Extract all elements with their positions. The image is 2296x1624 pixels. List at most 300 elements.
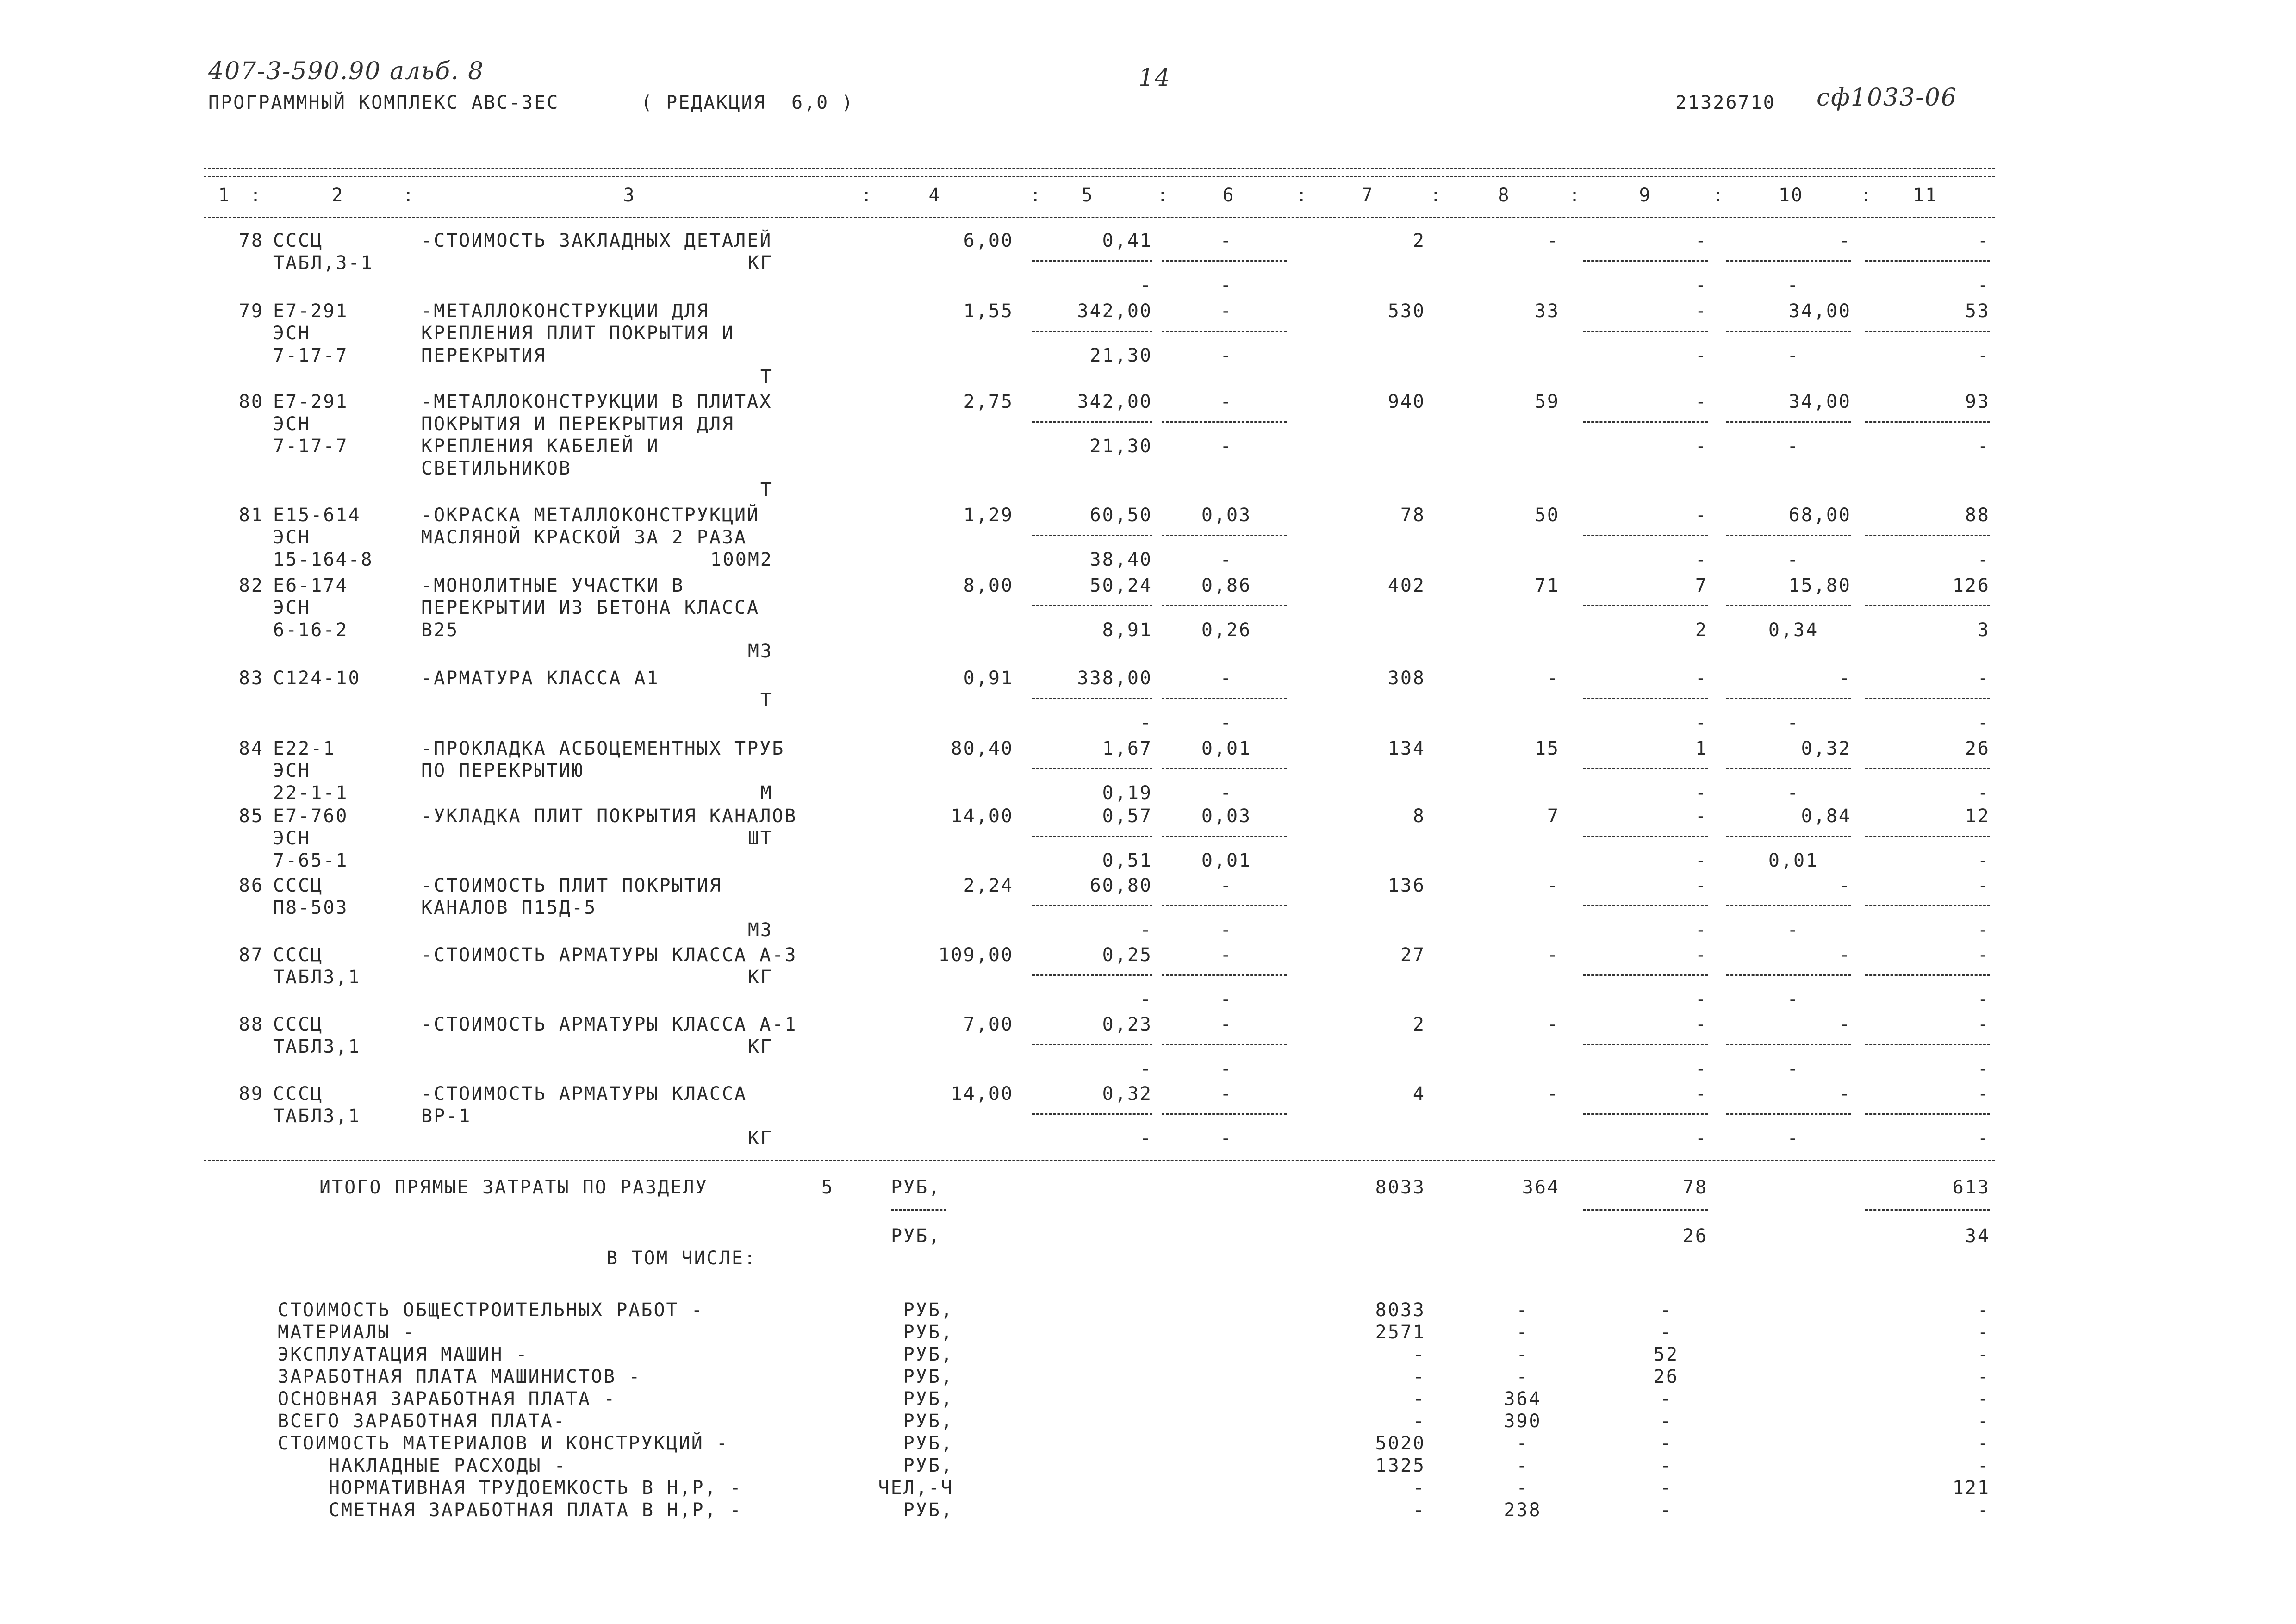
row-col7: 4 <box>1412 1083 1425 1105</box>
row-col5: 0,25 <box>1102 944 1152 966</box>
row-number: 82 <box>238 575 264 596</box>
row-col10-underline <box>1726 698 1851 699</box>
row-col10-sub: - <box>1787 345 1800 366</box>
row-col11-sub: - <box>1977 782 1990 804</box>
breakdown-label: НАКЛАДНЫЕ РАСХОДЫ - <box>329 1455 567 1476</box>
row-col5-underline <box>1032 768 1152 769</box>
breakdown-col8: 238 <box>1504 1499 1542 1521</box>
column-header-4: 4 <box>928 185 941 206</box>
row-col9: 1 <box>1695 738 1708 759</box>
row-col9-underline <box>1583 905 1708 906</box>
breakdown-label: СМЕТНАЯ ЗАРАБОТНАЯ ПЛАТА В Н,Р, - <box>329 1499 742 1521</box>
row-description: -СТОИМОСТЬ АРМАТУРЫ КЛАССА <box>421 1083 747 1105</box>
row-col10-underline <box>1726 535 1851 536</box>
row-col8: 59 <box>1534 391 1560 412</box>
row-col9: - <box>1695 1083 1708 1105</box>
row-col11: - <box>1977 1083 1990 1105</box>
row-col5-sub: - <box>1139 1058 1152 1080</box>
breakdown-unit: РУБ, <box>903 1299 953 1321</box>
row-col9-underline <box>1583 1113 1708 1115</box>
row-col6: - <box>1220 944 1233 966</box>
breakdown-col9: - <box>1660 1411 1673 1432</box>
row-code: ЭСН <box>273 828 311 849</box>
row-col5-underline <box>1032 905 1152 906</box>
row-col5-sub: 21,30 <box>1089 345 1152 366</box>
row-col9-sub: - <box>1695 1058 1708 1080</box>
breakdown-col9: - <box>1660 1322 1673 1343</box>
breakdown-col7: - <box>1412 1366 1425 1387</box>
row-col4: 7,00 <box>963 1014 1014 1035</box>
row-col6-underline <box>1162 836 1287 837</box>
row-unit: КГ <box>747 1036 773 1057</box>
row-code: 15-164-8 <box>273 549 373 570</box>
row-col9-sub: 2 <box>1695 619 1708 641</box>
column-separator: : <box>1860 185 1873 206</box>
row-col7: 308 <box>1388 668 1425 689</box>
row-col6: 0,03 <box>1201 505 1252 526</box>
row-col9: - <box>1695 668 1708 689</box>
row-col5-sub: - <box>1139 919 1152 941</box>
breakdown-col11: 121 <box>1952 1477 1990 1499</box>
row-col11: - <box>1977 875 1990 896</box>
row-code: СССЦ <box>273 944 324 966</box>
row-col11: 88 <box>1965 505 1990 526</box>
row-col6: - <box>1220 1083 1233 1105</box>
row-col4: 109,00 <box>938 944 1014 966</box>
row-col6-sub: - <box>1220 436 1233 457</box>
row-col7: 2 <box>1412 230 1425 251</box>
row-code: ЭСН <box>273 323 311 344</box>
breakdown-col8: - <box>1516 1455 1529 1476</box>
row-col11-sub: - <box>1977 345 1990 366</box>
row-unit: Т <box>760 690 773 711</box>
totals-col9-underline <box>1583 1209 1708 1211</box>
breakdown-unit: РУБ, <box>903 1388 953 1410</box>
row-col7: 136 <box>1388 875 1425 896</box>
breakdown-unit: РУБ, <box>903 1322 953 1343</box>
row-col10-underline <box>1726 1044 1851 1045</box>
row-code: СССЦ <box>273 875 324 896</box>
row-col6-sub: 0,01 <box>1201 850 1252 871</box>
row-col11-underline <box>1865 260 1990 262</box>
column-header-7: 7 <box>1361 185 1374 206</box>
row-col7: 8 <box>1412 806 1425 827</box>
row-code: 7-65-1 <box>273 850 348 871</box>
row-code: СССЦ <box>273 1014 324 1035</box>
totals-col8: 364 <box>1522 1177 1560 1198</box>
column-header-10: 10 <box>1778 185 1804 206</box>
row-number: 87 <box>238 944 264 966</box>
breakdown-col11: - <box>1977 1322 1990 1343</box>
row-col10-sub: 0,34 <box>1768 619 1819 641</box>
row-col11-underline <box>1865 331 1990 332</box>
breakdown-col9: - <box>1660 1433 1673 1454</box>
row-col10: 15,80 <box>1788 575 1851 596</box>
row-col4: 6,00 <box>963 230 1014 251</box>
row-col11-underline <box>1865 974 1990 976</box>
row-col6-underline <box>1162 768 1287 769</box>
row-col4: 1,29 <box>963 505 1014 526</box>
row-col10: - <box>1838 230 1851 251</box>
row-number: 83 <box>238 668 264 689</box>
breakdown-col8: - <box>1516 1344 1529 1365</box>
row-col9: - <box>1695 505 1708 526</box>
row-col11: 93 <box>1965 391 1990 412</box>
row-unit: ШТ <box>747 828 773 849</box>
breakdown-col11: - <box>1977 1411 1990 1432</box>
breakdown-col7: 8033 <box>1375 1299 1425 1321</box>
row-col10-sub: 0,01 <box>1768 850 1819 871</box>
totals-section: 5 <box>821 1177 834 1198</box>
row-col5: 1,67 <box>1102 738 1152 759</box>
row-col11-underline <box>1865 1044 1990 1045</box>
column-separator: : <box>1157 185 1170 206</box>
row-unit: Т <box>760 479 773 500</box>
edition-label: ( РЕДАКЦИЯ 6,0 ) <box>641 92 854 113</box>
column-separator: : <box>1569 185 1582 206</box>
breakdown-col7: - <box>1412 1388 1425 1410</box>
row-col10-sub: - <box>1787 1128 1800 1149</box>
breakdown-unit: РУБ, <box>903 1366 953 1387</box>
row-number: 86 <box>238 875 264 896</box>
totals-col11-underline <box>1865 1209 1990 1211</box>
row-col5-underline <box>1032 421 1152 423</box>
breakdown-unit: РУБ, <box>903 1499 953 1521</box>
totals-rule <box>204 1160 1995 1161</box>
row-col10-underline <box>1726 331 1851 332</box>
row-code: 7-17-7 <box>273 345 348 366</box>
row-col5: 342,00 <box>1077 300 1152 322</box>
breakdown-label: ВСЕГО ЗАРАБОТНАЯ ПЛАТА- <box>278 1411 566 1432</box>
row-description: СВЕТИЛЬНИКОВ <box>421 458 572 479</box>
row-col5-underline <box>1032 974 1152 976</box>
row-col11-underline <box>1865 535 1990 536</box>
row-col7: 402 <box>1388 575 1425 596</box>
totals-col11-b: 34 <box>1965 1225 1990 1247</box>
column-separator: : <box>403 185 416 206</box>
column-header-8: 8 <box>1498 185 1511 206</box>
totals-label: ИТОГО ПРЯМЫЕ ЗАТРАТЫ ПО РАЗДЕЛУ <box>319 1177 708 1198</box>
row-col11: - <box>1977 668 1990 689</box>
column-header-2: 2 <box>331 185 344 206</box>
row-col10: - <box>1838 944 1851 966</box>
row-col11-underline <box>1865 836 1990 837</box>
totals-col11: 613 <box>1952 1177 1990 1198</box>
row-description: -СТОИМОСТЬ ПЛИТ ПОКРЫТИЯ <box>421 875 722 896</box>
totals-col7: 8033 <box>1375 1177 1425 1198</box>
column-header-5: 5 <box>1081 185 1094 206</box>
row-col4: 14,00 <box>951 1083 1014 1105</box>
row-col11: 126 <box>1952 575 1990 596</box>
row-col6-underline <box>1162 698 1287 699</box>
row-col6-underline <box>1162 331 1287 332</box>
row-description: -МЕТАЛЛОКОНСТРУКЦИИ ДЛЯ <box>421 300 709 322</box>
row-col4: 2,75 <box>963 391 1014 412</box>
row-description: -МОНОЛИТНЫЕ УЧАСТКИ В <box>421 575 684 596</box>
breakdown-col9: - <box>1660 1388 1673 1410</box>
row-col8: - <box>1547 668 1560 689</box>
row-col9-underline <box>1583 331 1708 332</box>
breakdown-label: ЭКСПЛУАТАЦИЯ МАШИН - <box>278 1344 529 1365</box>
breakdown-col7: 1325 <box>1375 1455 1425 1476</box>
row-col9-sub: - <box>1695 989 1708 1010</box>
row-col11: - <box>1977 944 1990 966</box>
row-code: С124-10 <box>273 668 361 689</box>
totals-currency-2: РУБ, <box>891 1225 941 1247</box>
breakdown-col8: 364 <box>1504 1388 1542 1410</box>
breakdown-col9: - <box>1660 1477 1673 1499</box>
row-col9-underline <box>1583 260 1708 262</box>
row-col8: - <box>1547 230 1560 251</box>
row-col6-sub: - <box>1220 275 1233 296</box>
row-col9-underline <box>1583 1044 1708 1045</box>
row-number: 78 <box>238 230 264 251</box>
row-col11-sub: - <box>1977 850 1990 871</box>
breakdown-label: СТОИМОСТЬ ОБЩЕСТРОИТЕЛЬНЫХ РАБОТ - <box>278 1299 704 1321</box>
row-code: Е7-760 <box>273 806 348 827</box>
row-col9-underline <box>1583 535 1708 536</box>
breakdown-col11: - <box>1977 1499 1990 1521</box>
breakdown-label: ЗАРАБОТНАЯ ПЛАТА МАШИНИСТОВ - <box>278 1366 641 1387</box>
breakdown-col7: - <box>1412 1344 1425 1365</box>
breakdown-col9: 26 <box>1653 1366 1679 1387</box>
row-col7: 2 <box>1412 1014 1425 1035</box>
breakdown-label: ОСНОВНАЯ ЗАРАБОТНАЯ ПЛАТА - <box>278 1388 616 1410</box>
row-col10: 0,84 <box>1801 806 1851 827</box>
row-description: -МЕТАЛЛОКОНСТРУКЦИИ В ПЛИТАХ <box>421 391 772 412</box>
row-code: Е15-614 <box>273 505 361 526</box>
row-col5-underline <box>1032 605 1152 606</box>
row-code: Е7-291 <box>273 300 348 322</box>
row-col11: 53 <box>1965 300 1990 322</box>
row-col9-sub: - <box>1695 782 1708 804</box>
row-col7: 530 <box>1388 300 1425 322</box>
page-number: 14 <box>1139 64 1171 92</box>
breakdown-label: СТОИМОСТЬ МАТЕРИАЛОВ И КОНСТРУКЦИЙ - <box>278 1433 729 1454</box>
row-col8: 71 <box>1534 575 1560 596</box>
row-col6-underline <box>1162 535 1287 536</box>
row-col9-underline <box>1583 836 1708 837</box>
row-code: ЭСН <box>273 527 311 548</box>
row-col6-underline <box>1162 421 1287 423</box>
row-col9-sub: - <box>1695 1128 1708 1149</box>
row-col10: - <box>1838 1083 1851 1105</box>
row-col10: 34,00 <box>1788 391 1851 412</box>
row-code: СССЦ <box>273 1083 324 1105</box>
row-col4: 2,24 <box>963 875 1014 896</box>
row-code: ЭСН <box>273 760 311 781</box>
row-col9-sub: - <box>1695 712 1708 733</box>
row-col5-sub: - <box>1139 275 1152 296</box>
row-col11-sub: - <box>1977 436 1990 457</box>
row-col6-underline <box>1162 905 1287 906</box>
breakdown-col11: - <box>1977 1366 1990 1387</box>
table-top-rule-2 <box>204 176 1995 177</box>
row-description: В25 <box>421 619 459 641</box>
column-header-3: 3 <box>623 185 636 206</box>
row-description: -АРМАТУРА КЛАССА А1 <box>421 668 660 689</box>
row-number: 88 <box>238 1014 264 1035</box>
row-col10: - <box>1838 875 1851 896</box>
breakdown-col7: 5020 <box>1375 1433 1425 1454</box>
row-number: 85 <box>238 806 264 827</box>
row-number: 89 <box>238 1083 264 1105</box>
row-code: ТАБЛ3,1 <box>273 1036 361 1057</box>
row-col6-sub: - <box>1220 989 1233 1010</box>
row-col5-underline <box>1032 331 1152 332</box>
row-col10-sub: - <box>1787 436 1800 457</box>
row-col9-underline <box>1583 974 1708 976</box>
row-col9: - <box>1695 391 1708 412</box>
row-unit: 100М2 <box>710 549 773 570</box>
row-col10-sub: - <box>1787 712 1800 733</box>
breakdown-col9: - <box>1660 1299 1673 1321</box>
row-col9-sub: - <box>1695 436 1708 457</box>
row-description: КАНАЛОВ П15Д-5 <box>421 897 597 918</box>
breakdown-unit: РУБ, <box>903 1433 953 1454</box>
totals-currency-underline <box>891 1209 946 1211</box>
row-col9: - <box>1695 944 1708 966</box>
column-separator: : <box>1430 185 1443 206</box>
row-col5-underline <box>1032 836 1152 837</box>
row-col6-underline <box>1162 605 1287 606</box>
row-col11: - <box>1977 1014 1990 1035</box>
row-unit: М <box>760 782 773 804</box>
row-col10-sub: - <box>1787 1058 1800 1080</box>
row-description: ПЕРЕКРЫТИЯ <box>421 345 547 366</box>
row-code: СССЦ <box>273 230 324 251</box>
row-col9: - <box>1695 300 1708 322</box>
row-col10-underline <box>1726 974 1851 976</box>
handwritten-reference: сф1033-06 <box>1817 84 1957 112</box>
row-col10-underline <box>1726 260 1851 262</box>
row-code: ТАБЛ,3-1 <box>273 252 373 274</box>
row-code: 22-1-1 <box>273 782 348 804</box>
row-col4: 14,00 <box>951 806 1014 827</box>
row-col6: - <box>1220 300 1233 322</box>
breakdown-col7: - <box>1412 1411 1425 1432</box>
row-col6: - <box>1220 391 1233 412</box>
breakdown-unit: РУБ, <box>903 1455 953 1476</box>
row-col11-sub: 3 <box>1977 619 1990 641</box>
row-col11-underline <box>1865 698 1990 699</box>
row-code: 7-17-7 <box>273 436 348 457</box>
row-col6: - <box>1220 1014 1233 1035</box>
row-col10-underline <box>1726 836 1851 837</box>
row-col10-sub: - <box>1787 275 1800 296</box>
row-col9: - <box>1695 806 1708 827</box>
row-description: ПО ПЕРЕКРЫТИЮ <box>421 760 585 781</box>
row-number: 79 <box>238 300 264 322</box>
row-col10-underline <box>1726 905 1851 906</box>
row-code: Е22-1 <box>273 738 336 759</box>
row-code: ТАБЛ3,1 <box>273 1106 361 1127</box>
row-description: -УКЛАДКА ПЛИТ ПОКРЫТИЯ КАНАЛОВ <box>421 806 797 827</box>
row-col9-sub: - <box>1695 850 1708 871</box>
row-description: МАСЛЯНОЙ КРАСКОЙ ЗА 2 РАЗА <box>421 527 747 548</box>
row-col11-sub: - <box>1977 1058 1990 1080</box>
column-header-11: 11 <box>1912 185 1938 206</box>
row-col9-underline <box>1583 698 1708 699</box>
row-col10: - <box>1838 668 1851 689</box>
row-col9-underline <box>1583 421 1708 423</box>
row-col6: 0,03 <box>1201 806 1252 827</box>
row-col6-sub: 0,26 <box>1201 619 1252 641</box>
column-header-1: 1 <box>218 185 231 206</box>
row-col8: 33 <box>1534 300 1560 322</box>
breakdown-col9: 52 <box>1653 1344 1679 1365</box>
row-col8: - <box>1547 875 1560 896</box>
row-col6-underline <box>1162 1113 1287 1115</box>
column-header-6: 6 <box>1222 185 1235 206</box>
including-label: В ТОМ ЧИСЛЕ: <box>606 1248 757 1269</box>
row-col7: 134 <box>1388 738 1425 759</box>
row-col9: 7 <box>1695 575 1708 596</box>
row-col6-sub: - <box>1220 1058 1233 1080</box>
row-col6-underline <box>1162 260 1287 262</box>
row-col5: 0,57 <box>1102 806 1152 827</box>
column-separator: : <box>1030 185 1043 206</box>
row-col10-sub: - <box>1787 989 1800 1010</box>
row-col9-sub: - <box>1695 919 1708 941</box>
row-col11: 12 <box>1965 806 1990 827</box>
row-col5: 342,00 <box>1077 391 1152 412</box>
column-header-rule <box>204 217 1995 218</box>
row-col6-sub: - <box>1220 712 1233 733</box>
row-col9-sub: - <box>1695 345 1708 366</box>
row-col11-underline <box>1865 1113 1990 1115</box>
row-col10: 68,00 <box>1788 505 1851 526</box>
row-col6: - <box>1220 668 1233 689</box>
row-col5-sub: - <box>1139 989 1152 1010</box>
row-description: ВР-1 <box>421 1106 472 1127</box>
breakdown-col8: - <box>1516 1477 1529 1499</box>
breakdown-col7: - <box>1412 1477 1425 1499</box>
row-col5-sub: - <box>1139 1128 1152 1149</box>
row-number: 81 <box>238 505 264 526</box>
row-col8: 15 <box>1534 738 1560 759</box>
row-col11: 26 <box>1965 738 1990 759</box>
row-col5-underline <box>1032 698 1152 699</box>
row-col9: - <box>1695 1014 1708 1035</box>
totals-col9: 78 <box>1682 1177 1708 1198</box>
row-code: ЭСН <box>273 597 311 618</box>
row-col10-underline <box>1726 768 1851 769</box>
row-description: -ПРОКЛАДКА АСБОЦЕМЕНТНЫХ ТРУБ <box>421 738 785 759</box>
row-col11-sub: - <box>1977 989 1990 1010</box>
row-col6: 0,01 <box>1201 738 1252 759</box>
row-col7: 78 <box>1400 505 1425 526</box>
row-number: 84 <box>238 738 264 759</box>
program-title: ПРОГРАММНЫЙ КОМПЛЕКС АВС-ЗЕС <box>208 92 560 113</box>
row-col6-sub: - <box>1220 782 1233 804</box>
row-col8: 7 <box>1547 806 1560 827</box>
row-description: -ОКРАСКА МЕТАЛЛОКОНСТРУКЦИЙ <box>421 505 760 526</box>
row-col5-sub: 0,51 <box>1102 850 1152 871</box>
row-col10-sub: - <box>1787 919 1800 941</box>
row-col5-underline <box>1032 535 1152 536</box>
breakdown-label: МАТЕРИАЛЫ - <box>278 1322 416 1343</box>
row-description: КРЕПЛЕНИЯ ПЛИТ ПОКРЫТИЯ И <box>421 323 735 344</box>
row-col6-sub: - <box>1220 919 1233 941</box>
row-col11-sub: - <box>1977 549 1990 570</box>
row-col8: - <box>1547 1083 1560 1105</box>
row-unit: М3 <box>747 641 773 662</box>
row-col5-sub: 21,30 <box>1089 436 1152 457</box>
breakdown-col11: - <box>1977 1344 1990 1365</box>
column-separator: : <box>250 185 263 206</box>
row-description: ПЕРЕКРЫТИИ ИЗ БЕТОНА КЛАССА <box>421 597 760 618</box>
